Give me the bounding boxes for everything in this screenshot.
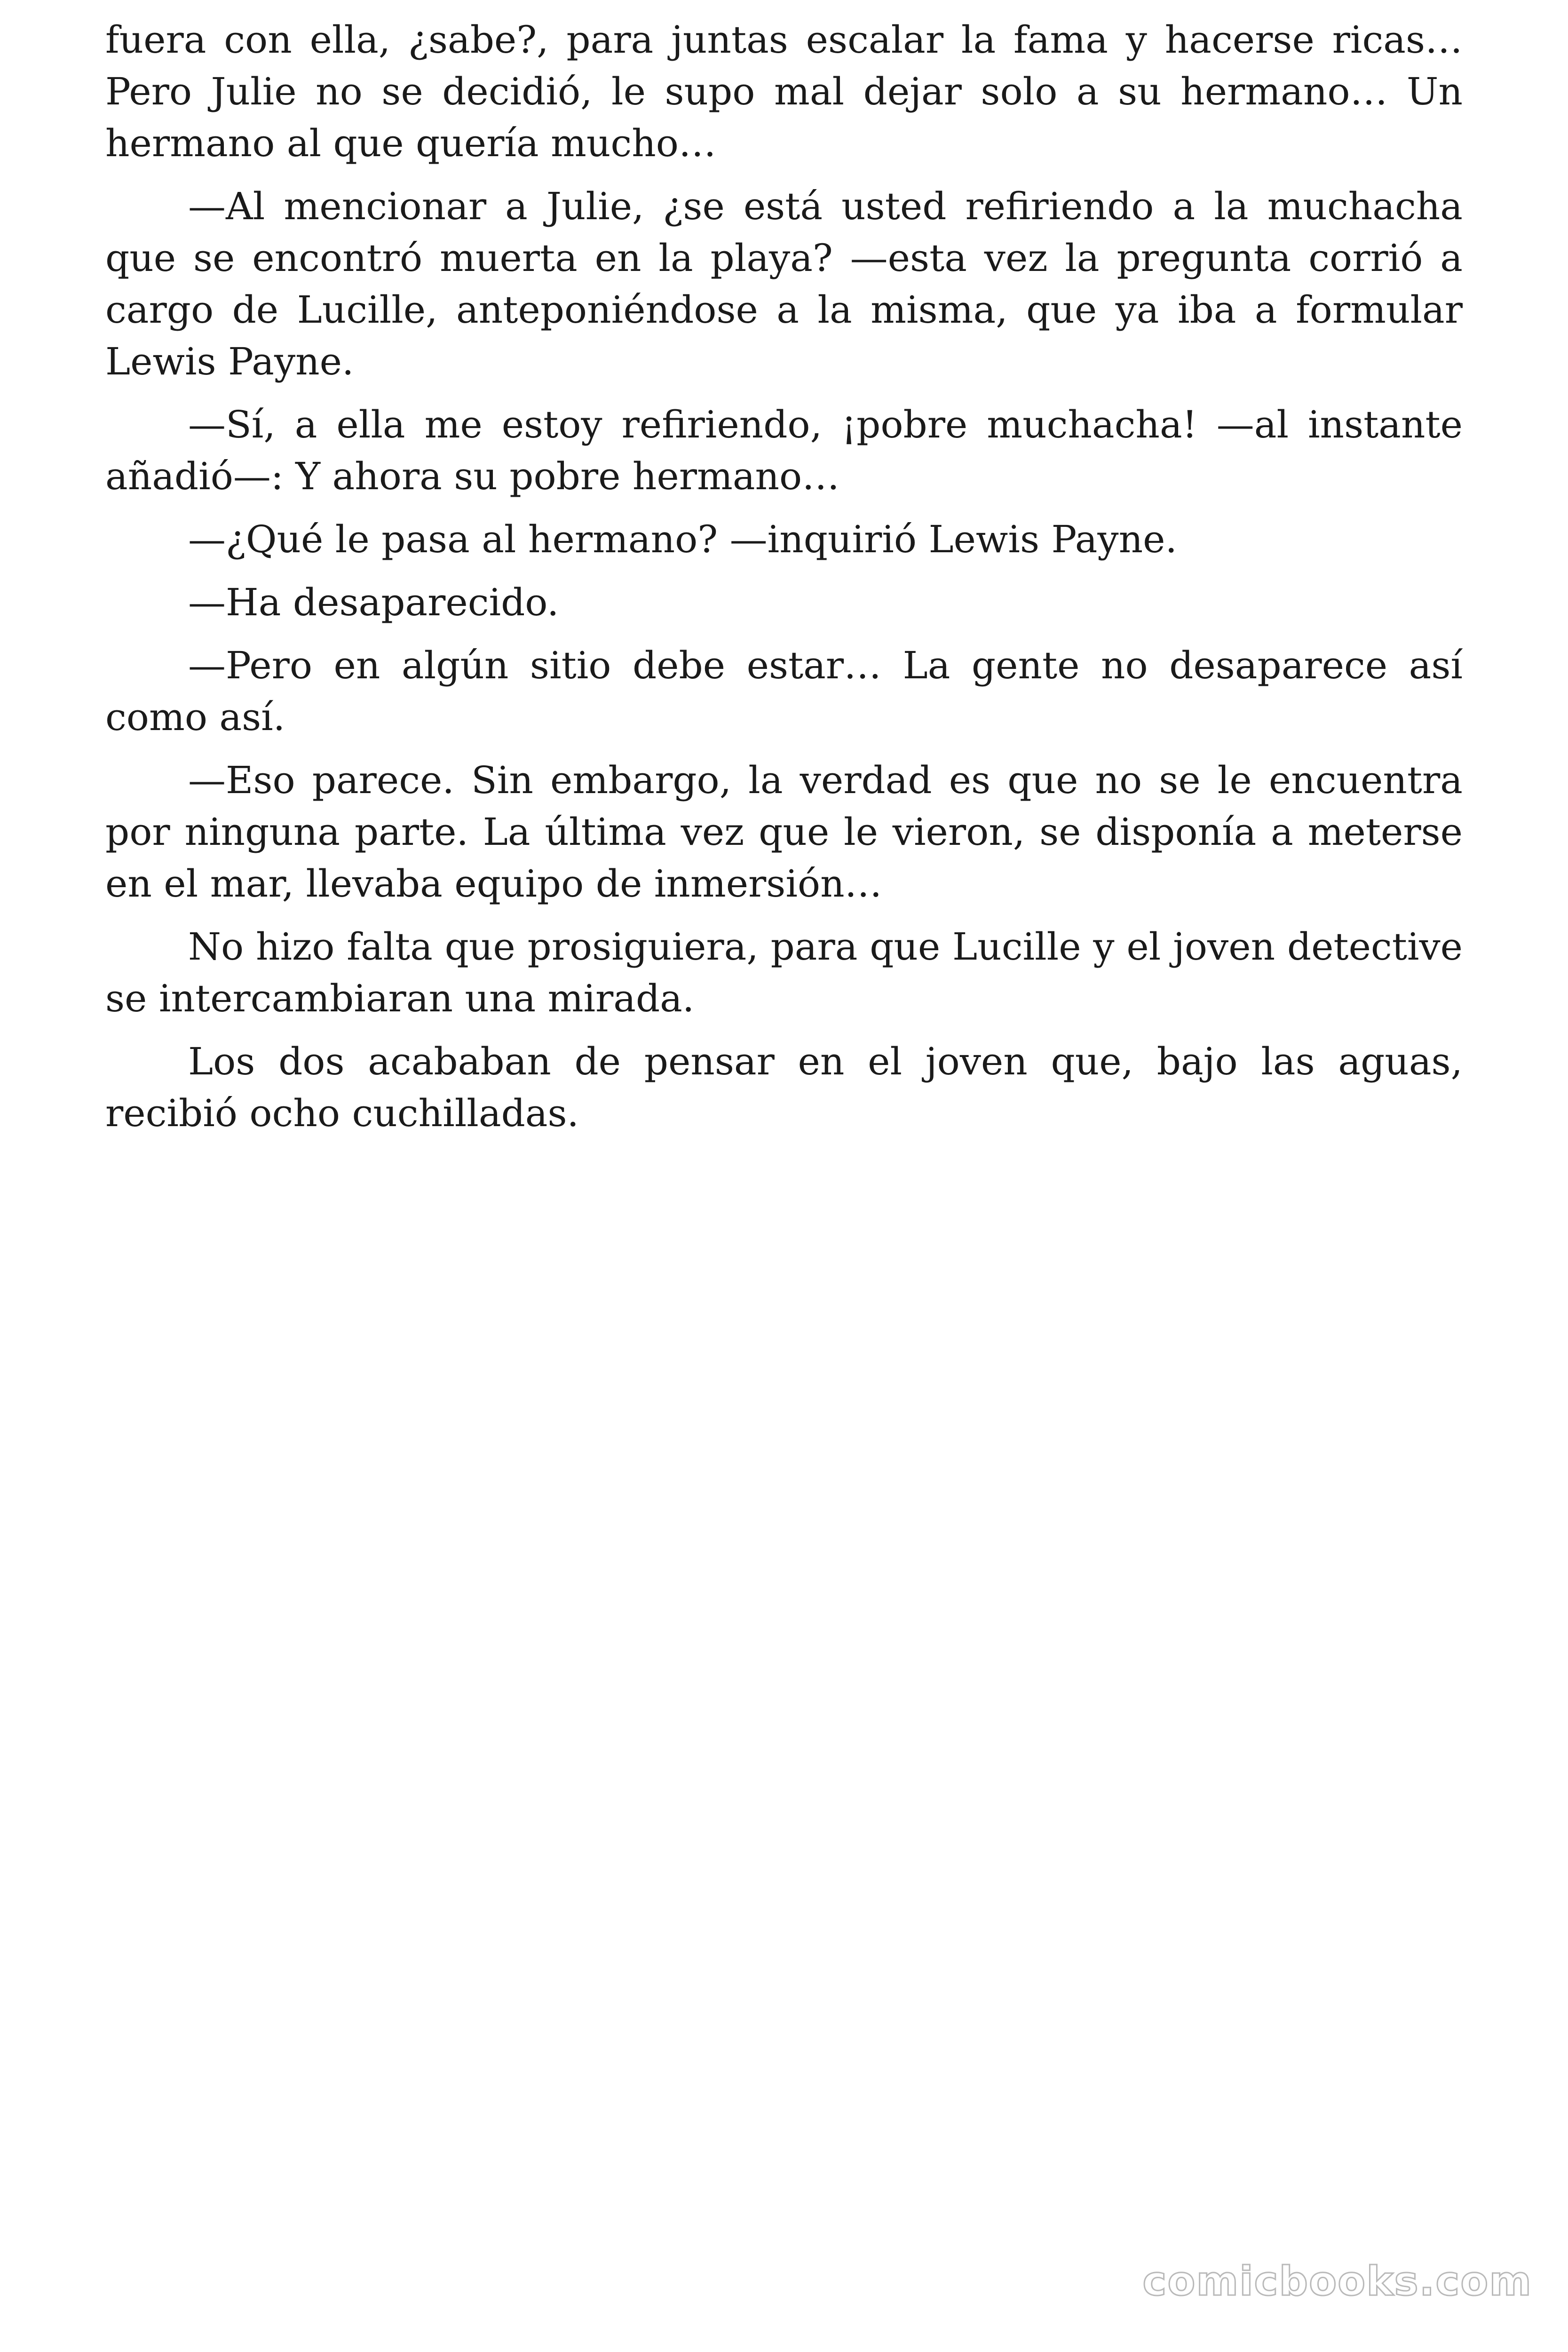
paragraph-4: —¿Qué le pasa al hermano? —inquirió Lewis Payne. bbox=[188, 517, 1177, 561]
paragraph-5: —Ha desaparecido. bbox=[188, 580, 559, 624]
paragraph-1: fuera con ella, ¿sabe?, para juntas escalar la fama y hacerse ricas… Pero Julie no se decidió, le supo mal dejar solo a su hermano… Un hermano al que quería mucho… bbox=[105, 18, 1463, 165]
paragraph-8: No hizo falta que prosiguiera, para que Lucille y el joven detective se intercambiaran una mirada. bbox=[105, 925, 1463, 1020]
paragraph-6: —Pero en algún sitio debe estar… La gente no desaparece así como así. bbox=[105, 644, 1463, 739]
paragraph-3: —Sí, a ella me estoy refiriendo, ¡pobre muchacha! —al instante añadió—: Y ahora su pobre hermano… bbox=[105, 403, 1463, 498]
paragraph-2: —Al mencionar a Julie, ¿se está usted refiriendo a la muchacha que se encontró muerta en la playa? —esta vez la pregunta corrió a cargo de Lucille, anteponiéndose a la misma, que ya iba a formular Lewis Payne. bbox=[105, 184, 1463, 383]
paragraph-9: Los dos acababan de pensar en el joven que, bajo las aguas, recibió ocho cuchilladas. bbox=[105, 1040, 1463, 1135]
watermark-logo: comicbooks.com bbox=[1142, 2258, 1532, 2305]
paragraph-7: —Eso parece. Sin embargo, la verdad es que no se le encuentra por ninguna parte. La última vez que le vieron, se disponía a meterse en el mar, llevaba equipo de inmersión… bbox=[105, 758, 1463, 906]
body-text bbox=[105, 14, 1463, 1151]
